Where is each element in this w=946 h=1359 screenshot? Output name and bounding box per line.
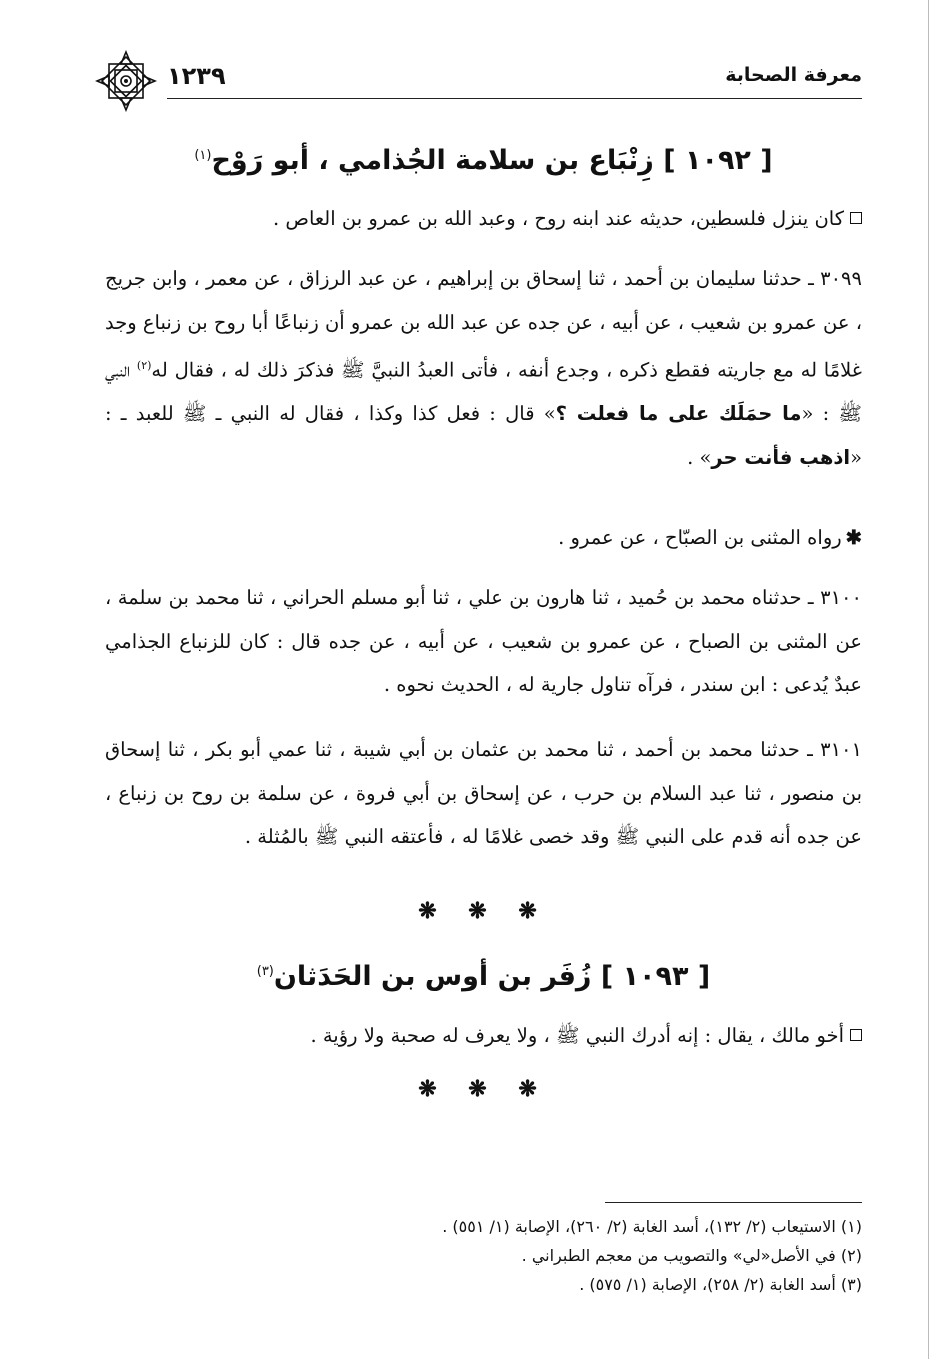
hadith-text: ٣١٠١ ـ حدثنا محمد بن أحمد ، ثنا محمد بن عثمان بن أبي شيبة ، ثنا عمي أبو بكر ، ثنا إسحاق بن منصور ، ثنا عبد السلام بن حرب ، عن إسحاق بن أبي فروة ، عن سلمة بن روح بن زنباع ، عن جده أنه قدم على النبي ﷺ وقد خصى غلامًا له ، فأعتقه النبي ﷺ بالمُثلة . xyxy=(105,738,862,848)
intro-text: أخو مالك ، يقال : إنه أدرك النبي ﷺ ، ولا يعرف له صحبة ولا رؤية . xyxy=(310,1024,844,1047)
entry-heading-1093 xyxy=(105,952,862,997)
hadith-text: » . xyxy=(687,445,712,469)
running-title: معرفة الصحابة xyxy=(725,64,862,86)
hadith-text: » قال : فعل كذا وكذا ، فقال له النبي ـ ﷺ للعبد ـ : « xyxy=(105,402,862,469)
book-page xyxy=(105,40,862,1340)
footnote-ref: (٢) xyxy=(136,359,152,372)
hadith-3099 xyxy=(105,257,862,479)
intro-text: كان ينزل فلسطين، حديثه عند ابنه روح ، وعبد الله بن عمرو بن العاص . xyxy=(272,207,844,230)
footnote-3: (٣) أسد الغابة (٢/ ٢٥٨)، الإصابة (١/ ٥٧٥) . xyxy=(579,1275,862,1294)
hadith-3101 xyxy=(105,728,862,859)
heading-text: [ ١٠٩٢ ] زِنْبَاع بن سلامة الجُذامي ، أبو رَوْح xyxy=(211,145,773,176)
footnote-ref: (١) xyxy=(194,148,212,163)
entry-heading-1092 xyxy=(105,136,862,181)
section-separator: ❋ ❋ ❋ xyxy=(418,898,549,924)
square-bullet-icon xyxy=(850,212,862,224)
header-rule xyxy=(167,98,862,99)
page-edge-line xyxy=(928,0,929,1359)
hadith-3100 xyxy=(105,576,862,707)
footnote-ref: (٣) xyxy=(256,964,274,979)
footnotes xyxy=(105,1212,862,1299)
footnote-rule xyxy=(605,1202,862,1203)
hadith-text: النبي ﷺ : « xyxy=(105,358,862,425)
footnote-2: (٢) في الأصل«لي» والتصويب من معجم الطبراني . xyxy=(521,1246,862,1265)
entry-intro-1093 xyxy=(105,1014,862,1058)
heading-text: [ ١٠٩٣ ] زُفَر بن أوس بن الحَدَثان xyxy=(273,961,711,992)
star-note xyxy=(105,516,862,560)
quote-bold: ما حمَلَك على ما فعلت ؟ xyxy=(555,402,802,425)
star-ornament-icon xyxy=(95,50,157,112)
hadith-text: ٣١٠٠ ـ حدثناه محمد بن حُميد ، ثنا هارون بن علي ، ثنا أبو مسلم الحراني ، ثنا محمد بن سلمة ، عن المثنى بن الصباح ، عن عمرو بن شعيب ، عن أبيه ، عن جده قال : كان للزنباع الجذامي عبدٌ يُدعى : ابن سندر ، فرآه تناول جارية له ، الحديث نحوه . xyxy=(105,586,862,696)
quote-bold: اذهب فأنت حر xyxy=(711,445,851,469)
section-separator: ❋ ❋ ❋ xyxy=(418,1076,549,1102)
page-number: ١٢٣٩ xyxy=(167,62,226,90)
footnote-1: (١) الاستيعاب (٢/ ١٣٢)، أسد الغابة (٢/ ٢٦٠)، الإصابة (١/ ٥٥١) . xyxy=(442,1217,862,1236)
square-bullet-icon xyxy=(850,1029,862,1041)
asterisk-icon: ✱ xyxy=(845,526,862,549)
note-text: رواه المثنى بن الصبّاح ، عن عمرو . xyxy=(558,526,842,549)
hadith-text: ٣٠٩٩ ـ حدثنا سليمان بن أحمد ، ثنا إسحاق بن إبراهيم ، عن عبد الرزاق ، عن معمر ، وابن جريج ، عن عمرو بن شعيب ، عن أبيه ، عن جده عن عبد الله بن عمرو أن زنباعًا أبا روح بن زنباع وجد غلامًا له مع جاريته فقطع ذكره ، وجدع أنفه ، فأتى العبدُ النبيَّ ﷺ فذكرَ ذلك له ، فقال له xyxy=(105,267,862,382)
page-header xyxy=(105,62,862,112)
entry-intro-1092 xyxy=(105,197,862,241)
